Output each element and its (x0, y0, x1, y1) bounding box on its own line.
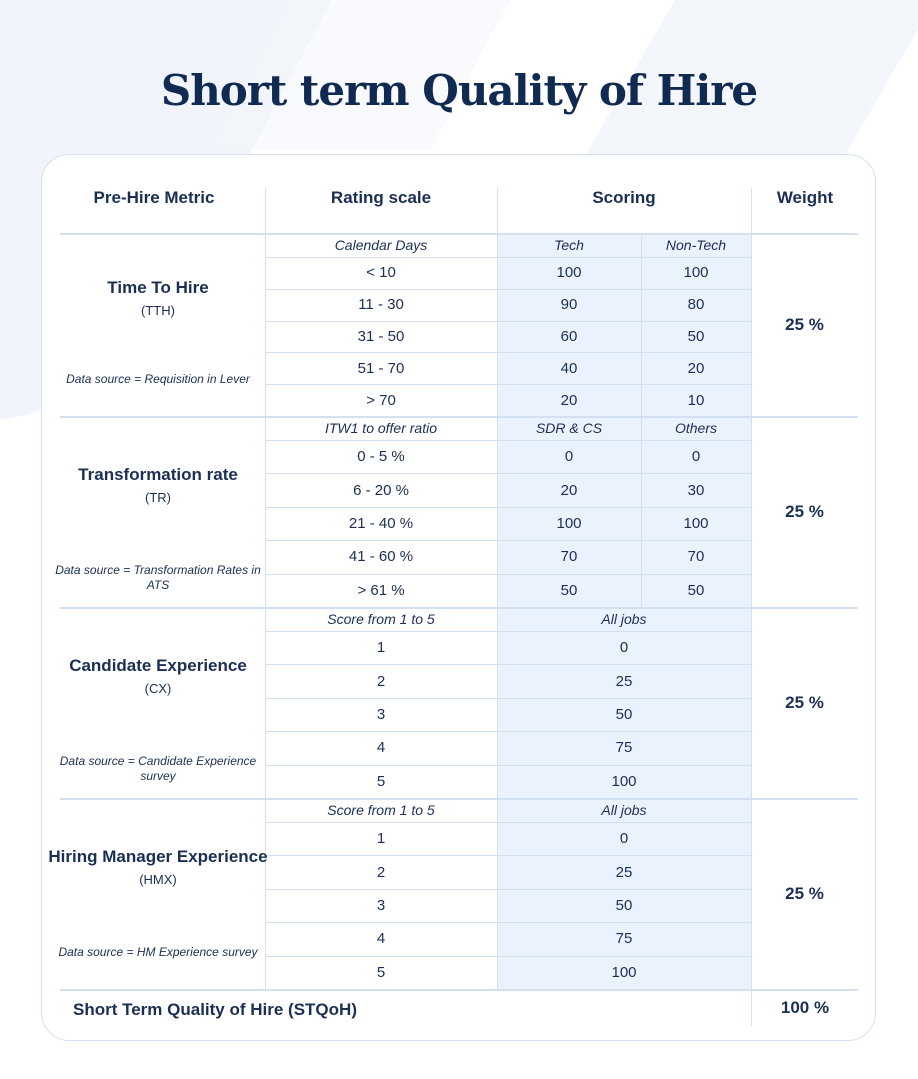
metric-abbreviation: (TR) (145, 489, 171, 505)
metric-weight: 25 % (785, 692, 824, 712)
metric-name: Hiring Manager Experience (48, 846, 268, 866)
scoring-group-label: Others (674, 420, 717, 436)
rating-scale-value: 4 (376, 739, 386, 757)
metric-weight: 25 % (785, 314, 824, 334)
score-value: 0 (564, 448, 574, 466)
rating-scale-value: < 10 (366, 264, 396, 282)
page-title: Short term Quality of Hire (160, 66, 758, 115)
scoring-group-label: All jobs (601, 611, 647, 627)
rating-scale-value: 21 - 40 % (348, 514, 414, 532)
header-scoring: Scoring (592, 188, 656, 207)
rating-scale-value: > 61 % (357, 581, 405, 599)
score-value: 90 (560, 296, 578, 314)
rating-scale-value: 5 (376, 963, 386, 981)
total-weight: 100 % (780, 998, 830, 1017)
rating-scale-value: 3 (376, 705, 386, 723)
score-value: 70 (687, 548, 705, 566)
metric-abbreviation: (TTH) (141, 302, 175, 318)
score-value: 50 (687, 327, 705, 345)
rating-scale-value: 3 (376, 896, 386, 914)
scoring-group-label: Tech (554, 237, 584, 253)
metric-name: Candidate Experience (69, 655, 247, 675)
metric-block (44, 277, 272, 318)
rating-scale-value: 1 (376, 639, 386, 657)
metric-abbreviation: (CX) (144, 680, 172, 696)
rating-scale-label: Calendar Days (334, 237, 428, 253)
header-rating-scale: Rating scale (330, 188, 432, 207)
score-value: 10 (687, 391, 705, 409)
rating-scale-value: 51 - 70 (357, 359, 405, 377)
score-value: 60 (560, 327, 578, 345)
score-value: 20 (560, 391, 578, 409)
score-value: 30 (687, 481, 705, 499)
score-value: 100 (683, 514, 709, 532)
score-value: 75 (615, 739, 633, 757)
data-source-note: Data source = Transformation Rates in ATS (55, 563, 261, 592)
score-value: 100 (611, 772, 637, 790)
score-value: 100 (611, 963, 637, 981)
scoring-group-label: All jobs (601, 802, 647, 818)
score-value: 50 (615, 896, 633, 914)
score-value: 0 (619, 639, 629, 657)
data-source-note: Data source = HM Experience survey (58, 945, 258, 959)
total-label: Short Term Quality of Hire (STQoH) (73, 1000, 357, 1019)
metric-name: Transformation rate (78, 464, 238, 484)
rating-scale-value: > 70 (366, 391, 396, 409)
metric-weight: 25 % (785, 501, 824, 521)
metric-name: Time To Hire (107, 277, 209, 297)
score-value: 0 (619, 830, 629, 848)
rating-scale-value: 5 (376, 772, 386, 790)
metric-block (44, 464, 272, 505)
score-value: 0 (691, 448, 701, 466)
scoring-group-label: SDR & CS (535, 420, 603, 436)
metric-block (44, 655, 272, 696)
score-value: 100 (683, 264, 709, 282)
score-value: 20 (560, 481, 578, 499)
grid-line (60, 989, 858, 991)
score-value: 75 (615, 930, 633, 948)
header-weight: Weight (776, 188, 834, 207)
score-value: 50 (560, 581, 578, 599)
data-source-note: Data source = Requisition in Lever (66, 372, 250, 386)
rating-scale-value: 2 (376, 672, 386, 690)
data-source-note: Data source = Candidate Experience survey (59, 754, 257, 783)
rating-scale-label: ITW1 to offer ratio (324, 420, 438, 436)
rating-scale-value: 41 - 60 % (348, 548, 414, 566)
rating-scale-value: 0 - 5 % (357, 448, 405, 466)
rating-scale-label: Score from 1 to 5 (327, 802, 435, 818)
rating-scale-value: 31 - 50 (357, 327, 405, 345)
metric-abbreviation: (HMX) (139, 871, 177, 887)
score-value: 50 (615, 705, 633, 723)
score-value: 40 (560, 359, 578, 377)
score-value: 25 (615, 863, 633, 881)
score-value: 100 (556, 514, 582, 532)
score-value: 25 (615, 672, 633, 690)
score-value: 100 (556, 264, 582, 282)
header-pre-hire-metric: Pre-Hire Metric (93, 188, 215, 207)
rating-scale-label: Score from 1 to 5 (327, 611, 435, 627)
rating-scale-value: 2 (376, 863, 386, 881)
score-value: 20 (687, 359, 705, 377)
rating-scale-value: 4 (376, 930, 386, 948)
rating-scale-value: 11 - 30 (358, 296, 404, 314)
metric-weight: 25 % (785, 883, 824, 903)
score-value: 50 (687, 581, 705, 599)
rating-scale-value: 6 - 20 % (353, 481, 409, 499)
scoring-group-label: Non-Tech (665, 237, 727, 253)
score-value: 80 (687, 296, 705, 314)
metric-block (44, 846, 272, 887)
rating-scale-value: 1 (376, 830, 386, 848)
score-value: 70 (560, 548, 578, 566)
